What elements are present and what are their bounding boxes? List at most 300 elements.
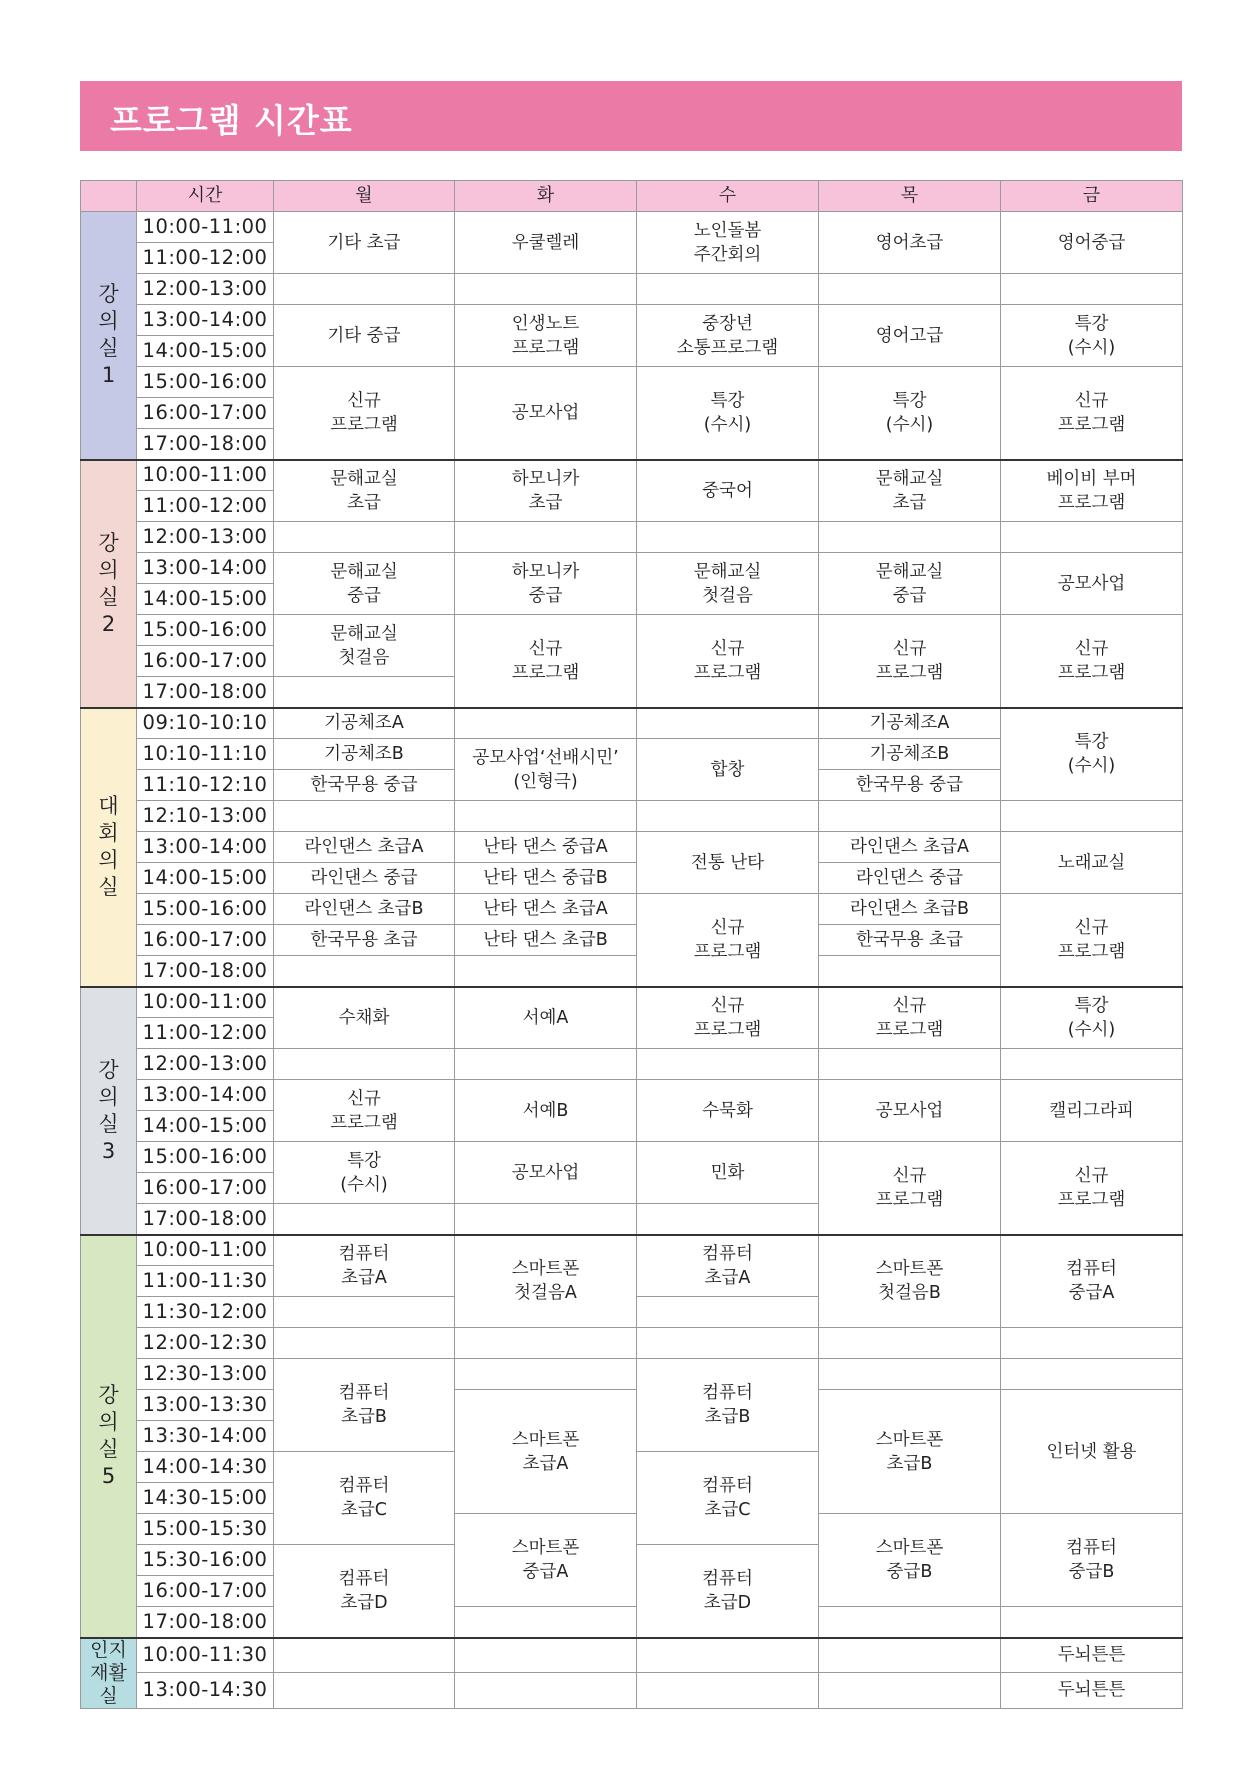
time-cell: 14:30-15:00 — [137, 1483, 274, 1514]
cell-line: 문해교실 — [330, 623, 398, 644]
class-cell — [1001, 1390, 1183, 1514]
class-cell — [455, 1390, 637, 1514]
cell-line: 베이비 부머 — [1046, 468, 1137, 489]
cell-line: 강 — [98, 530, 119, 555]
cell-line: 중국어 — [702, 480, 753, 501]
empty-cell — [455, 274, 637, 305]
class-cell — [1001, 1235, 1183, 1328]
cell-line: 신규 — [1074, 917, 1109, 938]
cell-line: 하모니카 — [511, 561, 580, 582]
room-label-room3 — [81, 987, 137, 1235]
class-cell — [274, 553, 455, 615]
program-timetable — [80, 180, 1183, 1709]
cell-line: 초급D — [703, 1592, 752, 1613]
class-cell: 기공체조A — [274, 708, 455, 739]
cell-line: 초급D — [340, 1592, 388, 1613]
time-cell: 11:10-12:10 — [137, 770, 274, 801]
cell-line: 프로그램 — [693, 662, 762, 683]
cell-line: 첫걸음 — [702, 585, 753, 606]
class-cell — [819, 212, 1001, 274]
empty-cell — [274, 522, 455, 553]
cell-line: 초급B — [341, 1407, 387, 1427]
empty-cell — [637, 274, 819, 305]
cell-line: 첫걸음 — [338, 647, 390, 668]
cell-line: 스마트폰 — [511, 1429, 580, 1450]
class-cell — [637, 1080, 819, 1142]
time-cell: 11:00-11:30 — [137, 1266, 274, 1297]
cell-line: 중급 — [892, 585, 927, 606]
class-cell — [819, 553, 1001, 615]
cell-line: 중급 — [528, 585, 563, 606]
empty-cell — [819, 1638, 1001, 1673]
cell-line: 프로그램 — [330, 414, 398, 435]
cell-line: 프로그램 — [511, 337, 580, 358]
class-cell — [819, 1390, 1001, 1514]
class-cell — [637, 1359, 819, 1452]
class-cell — [1001, 615, 1183, 708]
cell-line: 신규 — [710, 917, 745, 938]
cell-line: 실 — [98, 875, 119, 899]
empty-cell — [819, 274, 1001, 305]
cell-line: 컴퓨터 — [338, 1476, 390, 1496]
time-cell: 16:00-17:00 — [137, 925, 274, 956]
cell-line: 초급A — [704, 1267, 751, 1288]
class-cell — [819, 1142, 1001, 1235]
cell-line: 강 — [98, 1383, 119, 1407]
class-cell — [819, 615, 1001, 708]
class-cell — [637, 739, 819, 801]
empty-cell — [637, 708, 819, 739]
empty-cell — [455, 1673, 637, 1708]
empty-cell — [1001, 1607, 1183, 1638]
class-cell — [637, 894, 819, 987]
cell-line: 초급 — [892, 492, 927, 513]
cell-line: 컴퓨터 — [702, 1383, 753, 1403]
cell-line: 프로그램 — [1057, 662, 1126, 683]
header-tue: 화 — [455, 181, 637, 212]
header-room — [81, 181, 137, 212]
time-cell: 14:00-14:30 — [137, 1452, 274, 1483]
cell-line: 공모사업 — [511, 1162, 580, 1183]
class-cell — [637, 1235, 819, 1297]
class-cell — [637, 615, 819, 708]
empty-cell — [274, 677, 455, 708]
empty-cell — [455, 1328, 637, 1359]
time-cell: 17:00-18:00 — [137, 956, 274, 987]
cell-line: 중급 — [347, 585, 381, 606]
cell-line: 프로그램 — [693, 1019, 762, 1040]
empty-cell — [819, 1673, 1001, 1708]
class-cell — [274, 1142, 455, 1204]
cell-line: 컴퓨터 — [702, 1568, 753, 1589]
time-cell: 17:00-18:00 — [137, 1607, 274, 1638]
cell-line: 캘리그라피 — [1049, 1100, 1134, 1121]
cell-line: 공모사업‘선배시민’ — [472, 747, 619, 768]
cell-line: 수채화 — [338, 1007, 390, 1028]
empty-cell — [455, 1607, 637, 1638]
class-cell — [455, 460, 637, 522]
empty-cell — [1001, 1328, 1183, 1359]
class-cell — [455, 305, 637, 367]
cell-line: 특강 — [347, 1150, 381, 1171]
class-cell — [1001, 212, 1183, 274]
empty-cell — [455, 956, 637, 987]
time-cell: 10:10-11:10 — [137, 739, 274, 770]
cell-line: 프로그램 — [875, 662, 944, 683]
cell-line: 합창 — [710, 759, 745, 780]
time-cell: 13:30-14:00 — [137, 1421, 274, 1452]
cell-line: (수시) — [1067, 756, 1116, 777]
cell-line: 2 — [101, 611, 116, 636]
cell-line: 첫걸음A — [514, 1283, 577, 1304]
time-cell: 14:00-15:00 — [137, 1111, 274, 1142]
cell-line: 1 — [101, 363, 116, 388]
time-cell: 12:00-12:30 — [137, 1328, 274, 1359]
empty-cell — [274, 1204, 455, 1235]
room-label-hall — [81, 708, 137, 987]
class-cell: 라인댄스 초급A — [819, 832, 1001, 863]
cell-line: 특강 — [1074, 995, 1109, 1016]
time-cell: 10:00-11:00 — [137, 212, 274, 243]
cell-line: 문해교실 — [330, 561, 398, 582]
time-cell: 11:00-12:00 — [137, 1018, 274, 1049]
cell-line: 컴퓨터 — [1066, 1538, 1117, 1558]
cell-line: 초급A — [341, 1267, 387, 1288]
class-cell: 두뇌튼튼 — [1001, 1638, 1183, 1673]
cell-line: 프로그램 — [1057, 414, 1126, 435]
empty-cell — [637, 1673, 819, 1708]
cell-line: 인터넷 활용 — [1046, 1441, 1137, 1462]
cell-line: 인생노트 — [511, 313, 580, 334]
title-banner — [80, 81, 1182, 151]
empty-cell — [637, 1297, 819, 1328]
class-cell — [1001, 1142, 1183, 1235]
class-cell — [274, 367, 455, 460]
header-fri: 금 — [1001, 181, 1183, 212]
time-cell: 13:00-14:00 — [137, 305, 274, 336]
class-cell — [637, 305, 819, 367]
time-cell: 11:00-12:00 — [137, 491, 274, 522]
empty-cell — [819, 801, 1001, 832]
time-cell: 16:00-17:00 — [137, 398, 274, 429]
cell-line: 대 — [98, 794, 119, 818]
cell-line: 특강 — [892, 390, 927, 411]
class-cell — [1001, 894, 1183, 987]
cell-line: 초급 — [528, 492, 563, 513]
class-cell: 난타 댄스 초급A — [455, 894, 637, 925]
class-cell — [455, 212, 637, 274]
empty-cell — [455, 1359, 637, 1390]
time-cell: 15:00-16:00 — [137, 894, 274, 925]
class-cell: 라인댄스 초급B — [819, 894, 1001, 925]
room-label-room1 — [81, 212, 137, 460]
cell-line: 서예A — [522, 1007, 569, 1028]
cell-line: 실 — [98, 584, 119, 609]
cell-line: (수시) — [703, 414, 752, 435]
cell-line: (인형극) — [513, 771, 578, 792]
class-cell: 한국무용 초급 — [274, 925, 455, 956]
cell-line: 노인돌봄 — [693, 220, 762, 241]
class-cell — [1001, 460, 1183, 522]
time-cell: 16:00-17:00 — [137, 1576, 274, 1607]
cell-line: 프로그램 — [1057, 492, 1126, 513]
time-cell: 13:00-14:30 — [137, 1673, 274, 1708]
cell-line: 프로그램 — [1057, 941, 1126, 962]
class-cell — [455, 1142, 637, 1204]
cell-line: (수시) — [1067, 1019, 1116, 1040]
class-cell — [1001, 987, 1183, 1049]
time-cell: 17:00-18:00 — [137, 429, 274, 460]
empty-cell — [637, 1638, 819, 1673]
cell-line: 스마트폰 — [511, 1538, 580, 1558]
cell-line: 인지 — [90, 1638, 127, 1661]
empty-cell — [819, 1359, 1001, 1390]
empty-cell — [274, 1673, 455, 1708]
cell-line: 민화 — [710, 1162, 745, 1183]
cell-line: 공모사업 — [1057, 573, 1126, 594]
cell-line: 문해교실 — [330, 468, 398, 489]
cell-line: 중장년 — [702, 313, 753, 334]
empty-cell — [455, 522, 637, 553]
class-cell — [637, 1142, 819, 1204]
cell-line: 영어고급 — [875, 325, 944, 346]
cell-line: 재활실 — [90, 1661, 127, 1707]
cell-line: 신규 — [892, 638, 927, 659]
class-cell — [819, 305, 1001, 367]
cell-line: 특강 — [1074, 732, 1109, 753]
class-cell — [274, 987, 455, 1049]
cell-line: 노래교실 — [1057, 852, 1126, 873]
class-cell — [455, 367, 637, 460]
empty-cell — [637, 1204, 819, 1235]
cell-line: 전통 난타 — [690, 852, 765, 873]
cell-line: 소통프로그램 — [676, 337, 779, 358]
time-cell: 16:00-17:00 — [137, 1173, 274, 1204]
cell-line: (수시) — [340, 1174, 388, 1195]
class-cell — [819, 460, 1001, 522]
time-cell: 13:00-13:30 — [137, 1390, 274, 1421]
empty-cell — [274, 1638, 455, 1673]
cell-line: 중급B — [1068, 1562, 1115, 1582]
time-cell: 15:00-15:30 — [137, 1514, 274, 1545]
rehab-block — [81, 1638, 1183, 1709]
cell-line: 초급B — [704, 1407, 751, 1427]
time-cell: 09:10-10:10 — [137, 708, 274, 739]
cell-line: 프로그램 — [511, 662, 580, 683]
class-cell — [274, 1359, 455, 1452]
class-cell — [274, 460, 455, 522]
class-cell: 기공체조A — [819, 708, 1001, 739]
cell-line: 문해교실 — [875, 561, 944, 582]
cell-line: 신규 — [1074, 390, 1109, 411]
empty-cell — [1001, 1049, 1183, 1080]
time-cell: 15:30-16:00 — [137, 1545, 274, 1576]
room1-block — [81, 212, 1183, 460]
cell-line: 수묵화 — [702, 1100, 753, 1121]
class-cell — [274, 1235, 455, 1297]
empty-cell — [637, 522, 819, 553]
cell-line: 컴퓨터 — [338, 1243, 390, 1264]
class-cell — [819, 987, 1001, 1049]
empty-cell — [819, 522, 1001, 553]
class-cell: 라인댄스 초급A — [274, 832, 455, 863]
class-cell — [274, 1545, 455, 1638]
class-cell: 한국무용 초급 — [819, 925, 1001, 956]
class-cell — [819, 1514, 1001, 1607]
class-cell — [819, 367, 1001, 460]
class-cell: 한국무용 중급 — [819, 770, 1001, 801]
time-cell: 17:00-18:00 — [137, 1204, 274, 1235]
time-cell: 13:00-14:00 — [137, 832, 274, 863]
time-cell: 15:00-16:00 — [137, 367, 274, 398]
hall-block — [81, 708, 1183, 987]
class-cell: 두뇌튼튼 — [1001, 1673, 1183, 1708]
empty-cell — [637, 1328, 819, 1359]
cell-line: 컴퓨터 — [338, 1383, 390, 1403]
cell-line: 5 — [101, 1464, 116, 1488]
cell-line: (수시) — [885, 414, 934, 435]
cell-line: 스마트폰 — [875, 1259, 944, 1280]
cell-line: 초급B — [886, 1453, 933, 1474]
class-cell — [637, 1545, 819, 1638]
empty-cell — [1001, 801, 1183, 832]
empty-cell — [1001, 1359, 1183, 1390]
class-cell: 한국무용 중급 — [274, 770, 455, 801]
cell-line: 컴퓨터 — [702, 1476, 753, 1496]
cell-line: 프로그램 — [875, 1019, 944, 1040]
page-title: 프로그램 시간표 — [110, 101, 353, 140]
cell-line: 초급C — [340, 1500, 388, 1520]
cell-line: 회 — [98, 821, 119, 845]
class-cell — [637, 832, 819, 894]
cell-line: 중급A — [1068, 1283, 1115, 1304]
empty-cell — [637, 1049, 819, 1080]
class-cell — [455, 1514, 637, 1607]
cell-line: 프로그램 — [330, 1112, 398, 1133]
cell-line: 컴퓨터 — [1066, 1259, 1117, 1280]
cell-line: 신규 — [892, 1165, 927, 1186]
empty-cell — [274, 956, 455, 987]
time-cell: 17:00-18:00 — [137, 677, 274, 708]
cell-line: (수시) — [1067, 337, 1116, 358]
cell-line: 의 — [98, 1084, 119, 1109]
class-cell — [637, 460, 819, 522]
empty-cell — [274, 274, 455, 305]
class-cell: 기공체조B — [819, 739, 1001, 770]
cell-line: 신규 — [1074, 1165, 1109, 1186]
time-cell: 13:00-14:00 — [137, 1080, 274, 1111]
cell-line: 중급A — [522, 1562, 569, 1582]
cell-line: 실 — [98, 1111, 119, 1136]
empty-cell — [455, 708, 637, 739]
room-label-room5 — [81, 1235, 137, 1638]
empty-cell — [819, 1328, 1001, 1359]
cell-line: 서예B — [522, 1100, 569, 1121]
cell-line: 강 — [98, 1057, 119, 1082]
class-cell: 기공체조B — [274, 739, 455, 770]
cell-line: 주간회의 — [693, 244, 762, 265]
empty-cell — [455, 1204, 637, 1235]
empty-cell — [819, 1049, 1001, 1080]
cell-line: 특강 — [1074, 313, 1109, 334]
time-cell: 12:00-13:00 — [137, 522, 274, 553]
cell-line: 공모사업 — [875, 1100, 944, 1121]
room5-block — [81, 1235, 1183, 1638]
class-cell — [819, 1235, 1001, 1328]
empty-cell — [274, 1049, 455, 1080]
time-cell: 11:30-12:00 — [137, 1297, 274, 1328]
header-row — [81, 181, 1183, 212]
time-cell: 14:00-15:00 — [137, 584, 274, 615]
empty-cell — [274, 1328, 455, 1359]
time-cell: 15:00-16:00 — [137, 1142, 274, 1173]
class-cell — [455, 987, 637, 1049]
class-cell — [637, 1452, 819, 1545]
cell-line: 컴퓨터 — [702, 1243, 753, 1264]
cell-line: 문해교실 — [875, 468, 944, 489]
class-cell — [455, 739, 637, 801]
header-thu: 목 — [819, 181, 1001, 212]
room-label-rehab — [81, 1638, 137, 1709]
empty-cell — [1001, 274, 1183, 305]
cell-line: 기타 초급 — [327, 232, 401, 253]
time-cell: 12:10-13:00 — [137, 801, 274, 832]
cell-line: 실 — [98, 336, 119, 361]
time-cell: 14:00-15:00 — [137, 336, 274, 367]
time-cell: 13:00-14:00 — [137, 553, 274, 584]
empty-cell — [274, 1297, 455, 1328]
cell-line: 우쿨렐레 — [511, 232, 580, 253]
class-cell — [1001, 1514, 1183, 1607]
class-cell — [819, 1080, 1001, 1142]
class-cell: 난타 댄스 초급B — [455, 925, 637, 956]
class-cell: 라인댄스 중급 — [819, 863, 1001, 894]
class-cell — [637, 987, 819, 1049]
cell-line: 신규 — [347, 390, 381, 411]
time-cell: 14:00-15:00 — [137, 863, 274, 894]
class-cell: 난타 댄스 중급B — [455, 863, 637, 894]
class-cell — [274, 305, 455, 367]
cell-line: 프로그램 — [1057, 1189, 1126, 1210]
time-cell: 15:00-16:00 — [137, 615, 274, 646]
cell-line: 하모니카 — [511, 468, 580, 489]
class-cell — [455, 553, 637, 615]
cell-line: 첫걸음B — [878, 1283, 941, 1304]
class-cell — [274, 1080, 455, 1142]
class-cell — [274, 1452, 455, 1545]
cell-line: 신규 — [528, 638, 563, 659]
time-cell: 10:00-11:00 — [137, 987, 274, 1018]
header-wed: 수 — [637, 181, 819, 212]
cell-line: 기타 중급 — [327, 325, 401, 346]
cell-line: 의 — [98, 309, 119, 334]
class-cell — [637, 367, 819, 460]
empty-cell — [819, 1607, 1001, 1638]
time-cell: 12:30-13:00 — [137, 1359, 274, 1390]
room2-block — [81, 460, 1183, 708]
class-cell: 라인댄스 초급B — [274, 894, 455, 925]
time-cell: 10:00-11:30 — [137, 1638, 274, 1673]
cell-line: 초급A — [522, 1453, 569, 1474]
header-mon: 월 — [274, 181, 455, 212]
cell-line: 영어초급 — [875, 232, 944, 253]
class-cell — [1001, 1080, 1183, 1142]
empty-cell — [637, 801, 819, 832]
cell-line: 신규 — [1074, 638, 1109, 659]
class-cell — [637, 553, 819, 615]
time-cell: 10:00-11:00 — [137, 1235, 274, 1266]
cell-line: 프로그램 — [693, 941, 762, 962]
